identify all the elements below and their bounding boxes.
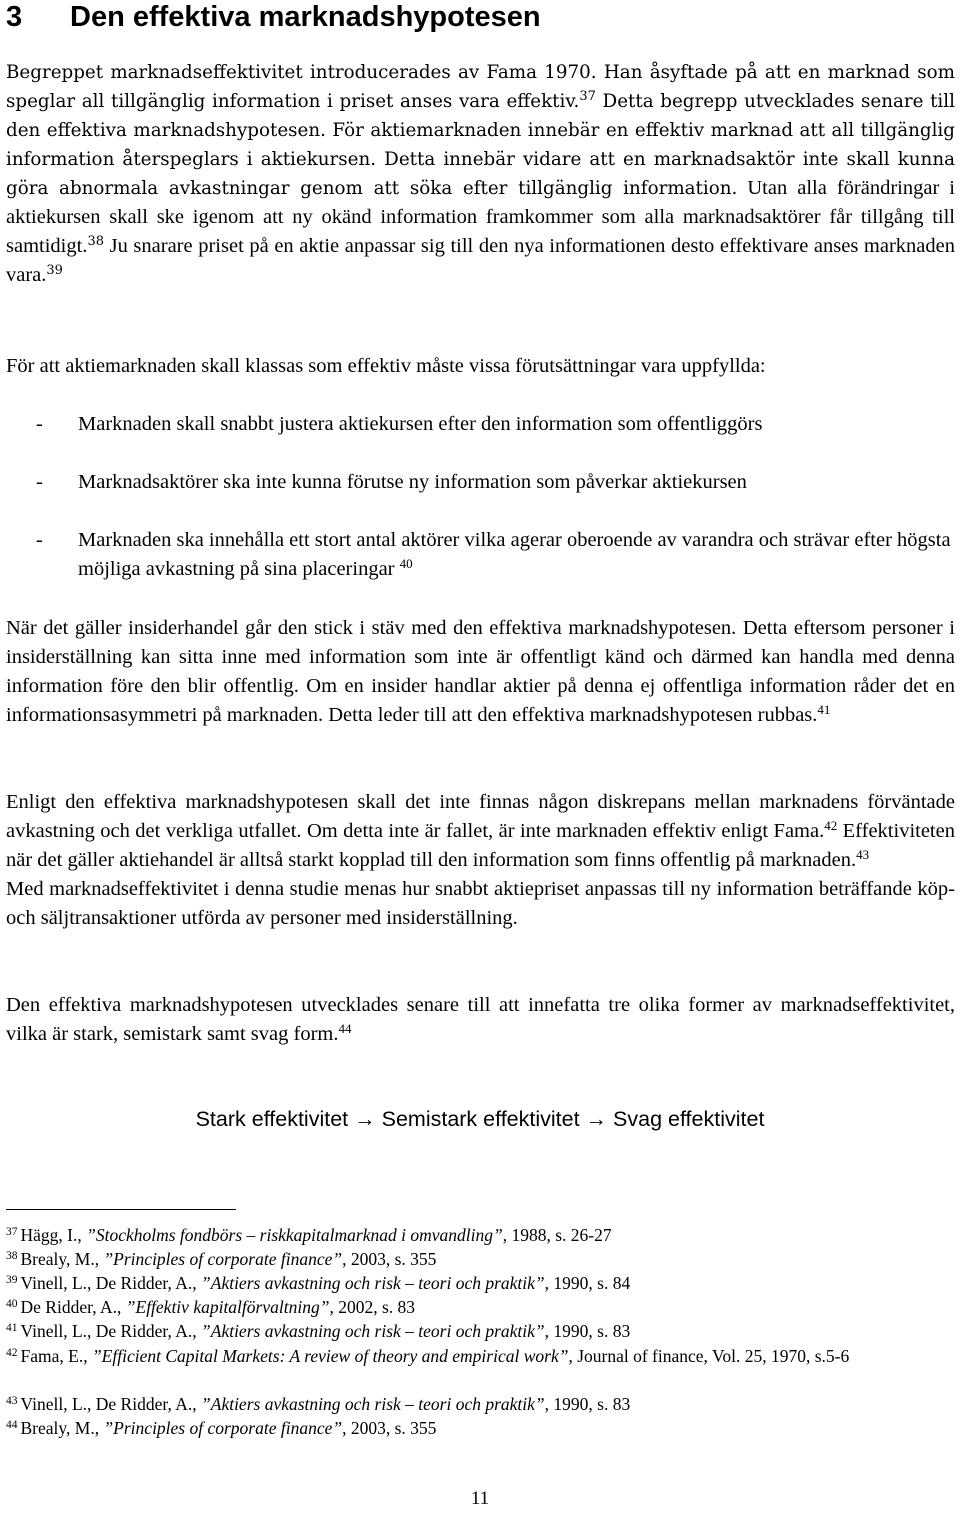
paragraph-insider (6, 614, 955, 730)
footnote-number: 37 (6, 1226, 18, 1238)
footnote-title: ”Aktiers avkastning och risk – teori och praktik” (201, 1321, 545, 1341)
list-item (36, 468, 956, 497)
text-run: Marknaden ska innehålla ett stort antal aktörer vilka agerar oberoende av varandra och strävar efter högsta möjliga avkastning på sina placeringar (78, 529, 951, 580)
footnote-title: ”Aktiers avkastning och risk – teori och praktik” (201, 1273, 545, 1293)
footnote-number: 39 (6, 1274, 18, 1286)
list-item (36, 526, 956, 584)
footnote-details: , 2003, s. 355 (342, 1249, 437, 1269)
text-run: När det gäller insiderhandel går den stick i stäv med den effektiva marknadshypotesen. Detta eftersom personer i insiderställning kan sitta inne med information som inte är offentligt känd och därmed kan handla med denna information före den blir offentlig. Om en insider handlar aktier på denna ej offentliga information råder det en informationsasymmetri på marknaden. Detta leder till att den effektiva marknadshypotesen rubbas. (6, 617, 955, 726)
footnote-author: Fama, E., (20, 1346, 92, 1366)
list-item (36, 410, 956, 439)
list-item-text (78, 526, 956, 584)
text-run: Den effektiva marknadshypotesen utvecklades senare till att innefatta tre olika former av marknadseffektivitet, vilka är stark, semistark samt svag form. (6, 994, 955, 1045)
footnote-42 (6, 1344, 951, 1368)
footnote-40 (6, 1295, 951, 1319)
footnote-44 (6, 1416, 951, 1440)
footnote-number: 44 (6, 1419, 18, 1431)
footnote-details: , 1988, s. 26-27 (502, 1225, 612, 1245)
footnote-ref-41: 41 (817, 702, 831, 717)
footnote-41 (6, 1319, 951, 1343)
footnote-ref-39: 39 (46, 263, 63, 278)
page-number: 11 (470, 1488, 490, 1509)
section-heading (6, 0, 541, 34)
footnote-author: Brealy, M., (20, 1249, 104, 1269)
footnote-number: 40 (6, 1298, 18, 1310)
arrow-right-icon: → (585, 1107, 608, 1131)
text-run: Detta begrepp utvecklades senare till den effektiva marknadshypotesen. För aktiemarknaden innebär en effektiv marknad att all tillgänglig information återspeglars i aktiekursen. Detta innebär vidare att en marknadsaktör inte skall kunna göra abnormala avkastningar genom att söka efter tillgänglig information. (6, 91, 955, 199)
footnote-number: 41 (6, 1322, 18, 1334)
footnote-ref-42: 42 (824, 818, 838, 833)
list-dash: - (36, 413, 43, 435)
footnote-title: ”Principles of corporate finance” (103, 1418, 343, 1438)
footnote-author: Vinell, L., De Ridder, A., (20, 1321, 202, 1341)
footnote-ref-38: 38 (87, 234, 104, 249)
footnote-number: 42 (6, 1347, 18, 1359)
footnote-title: ”Stockholms fondbörs – riskkapitalmarknad i omvandling” (86, 1225, 503, 1245)
text-run: Utan alla förändringar i aktiekursen skall ske igenom att ny okänd information framkommer som alla marknadsaktörer får tillgång till samtidigt. (6, 177, 955, 257)
paragraph-efficiency (6, 788, 955, 933)
efficiency-forms-diagram (0, 1104, 960, 1134)
paragraph-conditions-intro: För att aktiemarknaden skall klassas som effektiv måste vissa förutsättningar vara uppfyllda: (6, 355, 766, 377)
text-run: Begreppet marknadseffektivitet introducerades av Fama 1970. Han åsyftade på att en marknad som speglar all tillgänglig information i priset anses vara effektiv. (6, 62, 955, 112)
list-item-text: Marknadsaktörer ska inte kunna förutse ny information som påverkar aktiekursen (78, 471, 747, 493)
footnote-title: ”Efficient Capital Markets: A review of theory and empirical work” (91, 1346, 569, 1366)
footnote-separator (6, 1209, 236, 1210)
text-run: Ju snarare priset på en aktie anpassar sig till den nya informationen desto effektivare anses marknaden vara. (6, 235, 955, 286)
text-run: Enligt den effektiva marknadshypotesen skall det inte finnas någon diskrepans mellan marknadens förväntade avkastning och det verkliga utfallet. Om detta inte är fallet, är inte marknaden effektiv enligt Fama. (6, 791, 955, 842)
footnote-number: 43 (6, 1395, 18, 1407)
text-run: Effektiviteten när det gäller aktiehandel är alltså starkt kopplad till den information som finns offentlig på marknaden. (6, 820, 955, 871)
list-item-text: Marknaden skall snabbt justera aktiekursen efter den information som offentliggörs (78, 413, 763, 435)
footnote-37 (6, 1223, 951, 1247)
footnote-author: Vinell, L., De Ridder, A., (20, 1394, 202, 1414)
footnote-title: ”Aktiers avkastning och risk – teori och praktik” (201, 1394, 545, 1414)
footnote-details: , 1990, s. 83 (544, 1321, 631, 1341)
footnote-38 (6, 1247, 951, 1271)
arrow-right-icon: → (354, 1107, 376, 1131)
text-run: Med marknadseffektivitet i denna studie menas hur snabbt aktiepriset anpassas till ny information beträffande köp- och säljtransaktioner utförda av personer med insiderställning. (6, 878, 955, 929)
footnote-ref-37: 37 (579, 89, 596, 104)
form-semistrong: Semistark effektivitet (381, 1107, 580, 1131)
footnote-author: Vinell, L., De Ridder, A., (20, 1273, 202, 1293)
footnote-author: Brealy, M., (20, 1418, 104, 1438)
paragraph-intro (6, 58, 955, 290)
footnote-details: , Journal of finance, Vol. 25, 1970, s.5-6 (568, 1346, 850, 1366)
footnote-number: 38 (6, 1250, 18, 1262)
footnote-author: De Ridder, A., (20, 1297, 126, 1317)
section-title: Den effektiva marknadshypotesen (70, 1, 541, 33)
footnote-details: , 2003, s. 355 (342, 1418, 437, 1438)
footnote-ref-44: 44 (338, 1021, 352, 1036)
footnote-39 (6, 1271, 951, 1295)
section-number: 3 (6, 1, 23, 33)
paragraph-forms (6, 991, 955, 1049)
form-strong: Stark effektivitet (195, 1107, 349, 1131)
footnote-details: , 1990, s. 84 (544, 1273, 631, 1293)
footnote-title: ”Effektiv kapitalförvaltning” (125, 1297, 330, 1317)
footnote-ref-43: 43 (856, 847, 870, 862)
list-dash: - (36, 529, 43, 551)
footnote-ref-40: 40 (399, 556, 413, 571)
footnote-title: ”Principles of corporate finance” (103, 1249, 343, 1269)
footnote-details: , 2002, s. 83 (329, 1297, 415, 1317)
footnote-author: Hägg, I., (20, 1225, 87, 1245)
footnote-43 (6, 1392, 951, 1416)
list-dash: - (36, 471, 43, 493)
footnote-details: , 1990, s. 83 (544, 1394, 631, 1414)
form-weak: Svag effektivitet (613, 1107, 765, 1131)
